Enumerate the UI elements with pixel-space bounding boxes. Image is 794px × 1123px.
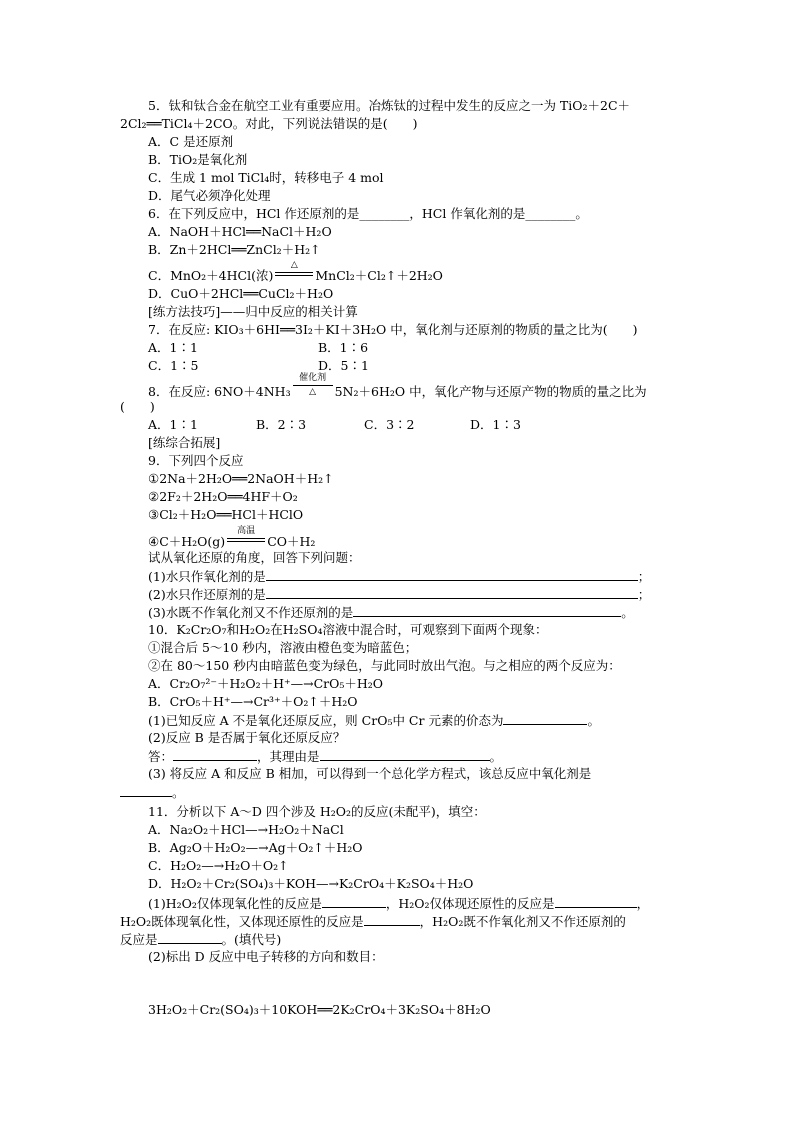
catalyst-arrow-sign bbox=[291, 373, 335, 397]
q6-option-c bbox=[148, 260, 443, 284]
q10-sub2: (2)反应 B 是否属于氧化还原反应？ bbox=[148, 730, 346, 745]
q8-option-a: A．1∶1 bbox=[148, 417, 198, 432]
q11-stem: 11．分析以下 A～D 四个涉及 H₂O₂的反应(未配平)，填空： bbox=[148, 804, 486, 819]
q10-reaction-b: B．CrO₅＋H⁺—→Cr³⁺＋O₂↑＋H₂O bbox=[148, 694, 358, 709]
q8-option-c: C．3∶2 bbox=[364, 417, 415, 432]
q5-option-b: B．TiO₂是氧化剂 bbox=[148, 152, 248, 167]
q7-stem: 7．在反应: KIO₃＋6HI══3I₂＋KI＋3H₂O 中，氧化剂与还原剂的物质的量之比为( ) bbox=[148, 322, 638, 337]
q10-observation-1: ①混合后 5～10 秒内，溶液由橙色变为暗蓝色； bbox=[148, 640, 418, 655]
q11-sub1-text-g: 。(填代号) bbox=[221, 932, 282, 947]
q11-sub1-text-f: 反应是 bbox=[120, 932, 158, 947]
q10-sub1 bbox=[148, 712, 600, 729]
q11-sub1-text-b: ，H₂O₂仅体现还原性的反应是 bbox=[385, 896, 555, 911]
q9-sub3-text: (3)水既不作氧化剂又不作还原剂的是 bbox=[148, 605, 354, 620]
q10-sub3: (3) 将反应 A 和反应 B 相加，可以得到一个总化学方程式，该总反应中氧化剂是 bbox=[148, 766, 592, 781]
q11-oxidizing-only-blank[interactable] bbox=[322, 895, 386, 908]
q11-both-blank[interactable] bbox=[364, 913, 420, 926]
q5-option-a: A．C 是还原剂 bbox=[148, 134, 234, 149]
q9-sub2 bbox=[148, 586, 650, 603]
q11-sub2: (2)标出 D 反应中电子转移的方向和数目： bbox=[148, 949, 384, 964]
q8-stem-right: 5N₂＋6H₂O 中，氧化产物与还原产物的物质的量之比为 bbox=[334, 384, 647, 399]
q9-sub1-answer-blank[interactable] bbox=[266, 568, 638, 581]
heating-arrow-sign bbox=[273, 260, 315, 280]
section-heading-method: [练方法技巧]——归中反应的相关计算 bbox=[148, 304, 358, 319]
q10-sub1-answer-blank[interactable] bbox=[503, 712, 587, 725]
q11-final-equation: 3H₂O₂＋Cr₂(SO₄)₃＋10KOH══2K₂CrO₄＋3K₂SO₄＋8H₂O bbox=[148, 1002, 491, 1017]
q6-option-b: B．Zn＋2HCl══ZnCl₂＋H₂↑ bbox=[148, 242, 321, 257]
q9-sub2-answer-blank[interactable] bbox=[266, 586, 638, 599]
q11-reaction-a: A．Na₂O₂＋HCl—→H₂O₂＋NaCl bbox=[148, 822, 344, 837]
high-temp-arrow-sign bbox=[225, 526, 267, 546]
q11-neither-blank[interactable] bbox=[158, 931, 222, 944]
q11-reducing-only-blank[interactable] bbox=[555, 895, 637, 908]
q10-answer-prefix: 答： bbox=[148, 749, 174, 764]
q6-stem: 6．在下列反应中，HCl 作还原剂的是________，HCl 作氧化剂的是________。 bbox=[148, 206, 588, 221]
q9-reaction-2: ②2F₂＋2H₂O══4HF＋O₂ bbox=[148, 489, 298, 504]
q10-answer bbox=[148, 748, 502, 765]
q9-reaction-3: ③Cl₂＋H₂O══HCl＋HClO bbox=[148, 507, 304, 522]
q10-sub1-end: 。 bbox=[587, 713, 600, 728]
heat-condition-bottom: △ bbox=[309, 387, 317, 397]
q9-reaction-4-left: ④C＋H₂O(g) bbox=[148, 534, 226, 549]
q8-option-b: B．2∶3 bbox=[256, 417, 307, 432]
q9-reaction-1: ①2Na＋2H₂O══2NaOH＋H₂↑ bbox=[148, 471, 334, 486]
q8-option-d: D．1∶3 bbox=[470, 417, 521, 432]
catalyst-condition: 催化剂 bbox=[299, 373, 327, 383]
q8-stem bbox=[148, 373, 647, 400]
q10-reason-blank[interactable] bbox=[320, 748, 490, 761]
q11-sub1-text-a: (1)H₂O₂仅体现氧化性的反应是 bbox=[148, 896, 322, 911]
q9-sub2-end: ； bbox=[637, 587, 651, 602]
q9-sub1-end: ； bbox=[637, 569, 651, 584]
q10-sub1-text: (1)已知反应 A 不是氧化还原反应，则 CrO₅中 Cr 元素的价态为 bbox=[148, 713, 504, 728]
q7-option-a: A．1∶1 bbox=[148, 340, 198, 355]
q7-option-b: B．1∶6 bbox=[318, 340, 369, 355]
q7-option-c: C．1∶5 bbox=[148, 358, 199, 373]
section-heading-extension: [练综合拓展] bbox=[148, 435, 221, 450]
q9-reaction-4-right: CO＋H₂ bbox=[267, 534, 316, 549]
q5-option-d: D．尾气必须净化处理 bbox=[148, 188, 271, 203]
q9-sub1 bbox=[148, 568, 650, 585]
q11-sub1-text-e: ，H₂O₂既不作氧化剂又不作还原剂的 bbox=[419, 914, 626, 929]
q9-sub1-text: (1)水只作氧化剂的是 bbox=[148, 569, 266, 584]
q10-observation-2: ②在 80～150 秒内由暗蓝色变为绿色，与此同时放出气泡。与之相应的两个反应为： bbox=[148, 658, 621, 673]
q11-sub1-line3 bbox=[120, 931, 281, 948]
q6-option-a: A．NaOH＋HCl══NaCl＋H₂O bbox=[148, 224, 332, 239]
q9-sub3 bbox=[148, 604, 634, 621]
q11-sub1-line1 bbox=[148, 895, 649, 912]
q10-sub3-answer-blank[interactable] bbox=[120, 784, 172, 797]
q11-sub1-line2 bbox=[120, 913, 626, 930]
high-temp-condition: 高温 bbox=[237, 526, 256, 536]
q10-answer-middle: ，其理由是 bbox=[257, 749, 320, 764]
q6-option-c-left: C．MnO₂＋4HCl(浓) bbox=[148, 268, 274, 283]
q6-option-c-right: MnCl₂＋Cl₂↑＋2H₂O bbox=[315, 268, 443, 283]
q9-reaction-4 bbox=[148, 526, 316, 550]
q10-stem: 10．K₂Cr₂O₇和H₂O₂在H₂SO₄溶液中混合时，可观察到下面两个现象： bbox=[148, 622, 548, 637]
q6-option-d: D．CuO＋2HCl══CuCl₂＋H₂O bbox=[148, 286, 334, 301]
q9-sub2-text: (2)水只作还原剂的是 bbox=[148, 587, 266, 602]
q11-reaction-d: D．H₂O₂＋Cr₂(SO₄)₃＋KOH—→K₂CrO₄＋K₂SO₄＋H₂O bbox=[148, 876, 474, 891]
q10-sub3-end: 。 bbox=[172, 785, 185, 800]
q9-sub3-answer-blank[interactable] bbox=[353, 604, 621, 617]
q11-sub1-text-d: H₂O₂既体现氧化性，又体现还原性的反应是 bbox=[120, 914, 364, 929]
q5-option-c: C．生成 1 mol TiCl₄时，转移电子 4 mol bbox=[148, 170, 384, 185]
q9-stem: 9．下列四个反应 bbox=[148, 453, 244, 468]
q11-reaction-b: B．Ag₂O＋H₂O₂—→Ag＋O₂↑＋H₂O bbox=[148, 840, 363, 855]
q10-answer-blank[interactable] bbox=[173, 748, 257, 761]
q10-answer-end: 。 bbox=[489, 749, 503, 764]
q11-sub1-text-c: ， bbox=[636, 896, 650, 911]
q11-reaction-c: C．H₂O₂—→H₂O＋O₂↑ bbox=[148, 858, 289, 873]
q9-ask: 试从氧化还原的角度，回答下列问题： bbox=[148, 550, 361, 565]
q9-sub3-end: 。 bbox=[621, 605, 634, 620]
q8-stem-left: 8．在反应: 6NO＋4NH₃ bbox=[148, 384, 291, 399]
q5-stem-line1: 5．钛和钛合金在航空工业有重要应用。冶炼钛的过程中发生的反应之一为 TiO₂＋2C＋ bbox=[148, 98, 631, 113]
q5-stem-line2: 2Cl₂══TiCl₄＋2CO。对此，下列说法错误的是( ) bbox=[120, 116, 418, 131]
q7-option-d: D．5∶1 bbox=[318, 358, 369, 373]
q10-sub3-tail bbox=[120, 784, 185, 801]
q8-paren: ( ) bbox=[120, 399, 155, 414]
heat-condition: △ bbox=[290, 260, 298, 270]
q10-reaction-a: A．Cr₂O₇²⁻＋H₂O₂＋H⁺—→CrO₅＋H₂O bbox=[148, 676, 384, 691]
